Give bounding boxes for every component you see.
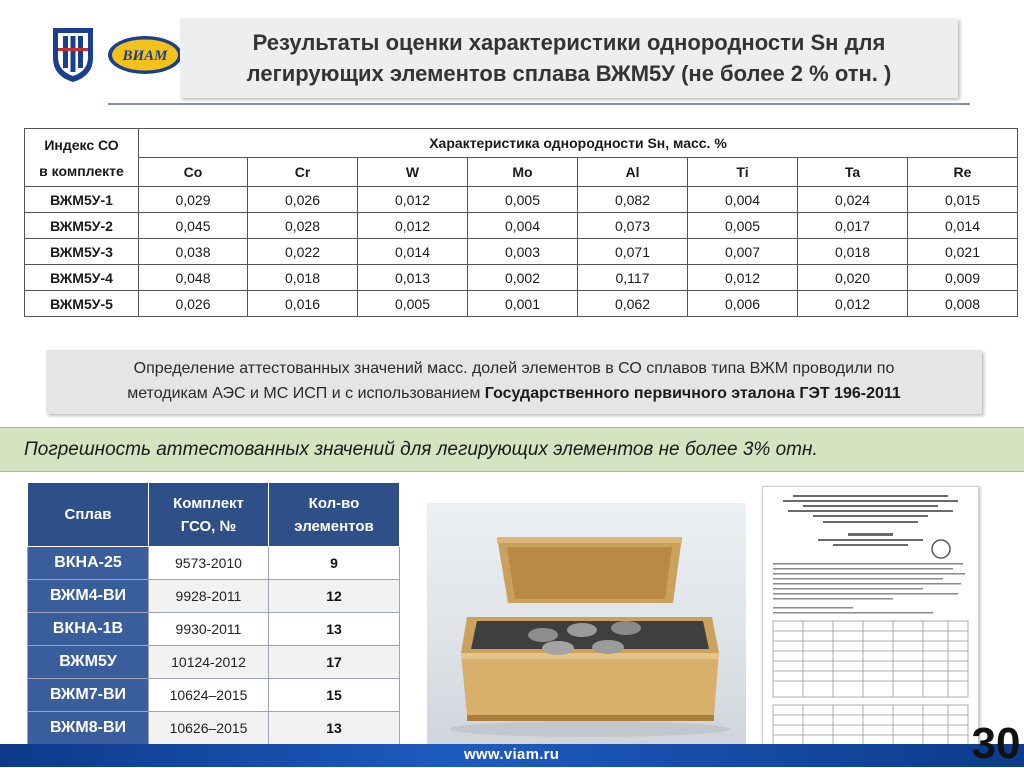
table-row: [25, 239, 1018, 265]
gso-count-cell: 13: [269, 613, 400, 646]
table-row: [25, 265, 1018, 291]
info-line-2: методикам АЭС и МС ИСП и с использованием: [127, 385, 485, 402]
table-row: [28, 679, 400, 712]
table-cell: 0,082: [578, 187, 688, 213]
gso-kit-cell: 10626–2015: [149, 712, 269, 745]
slide-title: [180, 18, 958, 98]
table-cell: 0,001: [468, 291, 578, 317]
element-header: Re: [908, 158, 1018, 187]
row-index: ВЖМ5У-1: [25, 187, 139, 213]
table-cell: 0,029: [139, 187, 248, 213]
table-cell: 0,016: [248, 291, 358, 317]
count-header: Кол-во элементов: [269, 483, 400, 547]
element-header: Co: [139, 158, 248, 187]
gso-alloy-cell: ВКНА-1В: [28, 613, 149, 646]
gso-alloy-cell: ВЖМ5У: [28, 646, 149, 679]
table-cell: 0,062: [578, 291, 688, 317]
page-number: 30: [971, 719, 1021, 768]
info-line-1: Определение аттестованных значений масс. долей элементов в СО сплавов типа ВЖМ проводили по: [133, 360, 895, 377]
table-cell: 0,026: [139, 291, 248, 317]
table-cell: 0,045: [139, 213, 248, 239]
certificate-document-image: [762, 486, 979, 750]
gso-alloy-cell: ВЖМ4-ВИ: [28, 580, 149, 613]
table-cell: 0,007: [688, 239, 798, 265]
table-row: [28, 712, 400, 745]
table-row: [28, 580, 400, 613]
row-index: ВЖМ5У-2: [25, 213, 139, 239]
gso-count-cell: 9: [269, 547, 400, 580]
title-line-2: легирующих элементов сплава ВЖМ5У (не более 2 % отн. ): [246, 61, 892, 86]
row-index: ВЖМ5У-4: [25, 265, 139, 291]
sample-box-photo: [427, 503, 746, 745]
table-cell: 0,021: [908, 239, 1018, 265]
element-header: Mo: [468, 158, 578, 187]
method-info: [46, 350, 982, 414]
title-divider: [108, 103, 970, 105]
viam-logo-text: ВИАМ: [122, 48, 168, 64]
gso-alloy-cell: ВЖМ7-ВИ: [28, 679, 149, 712]
table-cell: 0,005: [688, 213, 798, 239]
gso-count-cell: 15: [269, 679, 400, 712]
title-line-1: Результаты оценки характеристики однородности Sн для: [252, 30, 886, 55]
table-cell: 0,015: [908, 187, 1018, 213]
table-cell: 0,017: [798, 213, 908, 239]
alloy-header: Сплав: [28, 483, 149, 547]
table-cell: 0,012: [358, 213, 468, 239]
table-cell: 0,117: [578, 265, 688, 291]
table-cell: 0,026: [248, 187, 358, 213]
table-row: [25, 187, 1018, 213]
row-index: ВЖМ5У-5: [25, 291, 139, 317]
gso-count-cell: 17: [269, 646, 400, 679]
table-cell: 0,024: [798, 187, 908, 213]
gso-count-cell: 13: [269, 712, 400, 745]
element-header: Cr: [248, 158, 358, 187]
rosstandart-logo: [50, 24, 96, 84]
table-cell: 0,004: [468, 213, 578, 239]
table-cell: 0,008: [908, 291, 1018, 317]
table-cell: 0,012: [358, 187, 468, 213]
table-cell: 0,014: [908, 213, 1018, 239]
table-cell: 0,005: [468, 187, 578, 213]
table-cell: 0,038: [139, 239, 248, 265]
table-cell: 0,009: [908, 265, 1018, 291]
table-cell: 0,012: [688, 265, 798, 291]
footer-bar: [0, 744, 1024, 767]
table-row: [25, 291, 1018, 317]
footer-url[interactable]: www.viam.ru: [464, 746, 560, 763]
gso-count-cell: 12: [269, 580, 400, 613]
table-row: [28, 547, 400, 580]
element-header: Al: [578, 158, 688, 187]
gso-kit-cell: 10124-2012: [149, 646, 269, 679]
table-cell: 0,048: [139, 265, 248, 291]
element-header: Ta: [798, 158, 908, 187]
viam-logo: [106, 33, 184, 77]
table-cell: 0,005: [358, 291, 468, 317]
homogeneity-table: [24, 128, 1018, 317]
gso-table: [27, 482, 400, 745]
table-row: [25, 213, 1018, 239]
table-row: [28, 613, 400, 646]
gso-alloy-cell: ВЖМ8-ВИ: [28, 712, 149, 745]
table-cell: 0,028: [248, 213, 358, 239]
row-header: Индекс СО в комплекте: [25, 129, 139, 187]
accuracy-banner: [0, 427, 1024, 472]
kit-header: Комплект ГСО, №: [149, 483, 269, 547]
table-cell: 0,073: [578, 213, 688, 239]
element-header: Ti: [688, 158, 798, 187]
table-cell: 0,071: [578, 239, 688, 265]
table-cell: 0,018: [798, 239, 908, 265]
info-standard: Государственного первичного эталона ГЭТ 196-2011: [484, 385, 901, 402]
table-cell: 0,014: [358, 239, 468, 265]
gso-kit-cell: 10624–2015: [149, 679, 269, 712]
gso-kit-cell: 9573-2010: [149, 547, 269, 580]
table-cell: 0,004: [688, 187, 798, 213]
gso-alloy-cell: ВКНА-25: [28, 547, 149, 580]
table-cell: 0,020: [798, 265, 908, 291]
element-header: W: [358, 158, 468, 187]
table-cell: 0,006: [688, 291, 798, 317]
row-index: ВЖМ5У-3: [25, 239, 139, 265]
table-cell: 0,002: [468, 265, 578, 291]
table-cell: 0,013: [358, 265, 468, 291]
table-cell: 0,003: [468, 239, 578, 265]
gso-kit-cell: 9930-2011: [149, 613, 269, 646]
group-header: Характеристика однородности Sн, масс. %: [139, 129, 1018, 158]
table-cell: 0,012: [798, 291, 908, 317]
table-row: [28, 646, 400, 679]
table-cell: 0,022: [248, 239, 358, 265]
gso-kit-cell: 9928-2011: [149, 580, 269, 613]
table-cell: 0,018: [248, 265, 358, 291]
accuracy-text: Погрешность аттестованных значений для легирующих элементов не более 3% отн.: [24, 438, 818, 460]
